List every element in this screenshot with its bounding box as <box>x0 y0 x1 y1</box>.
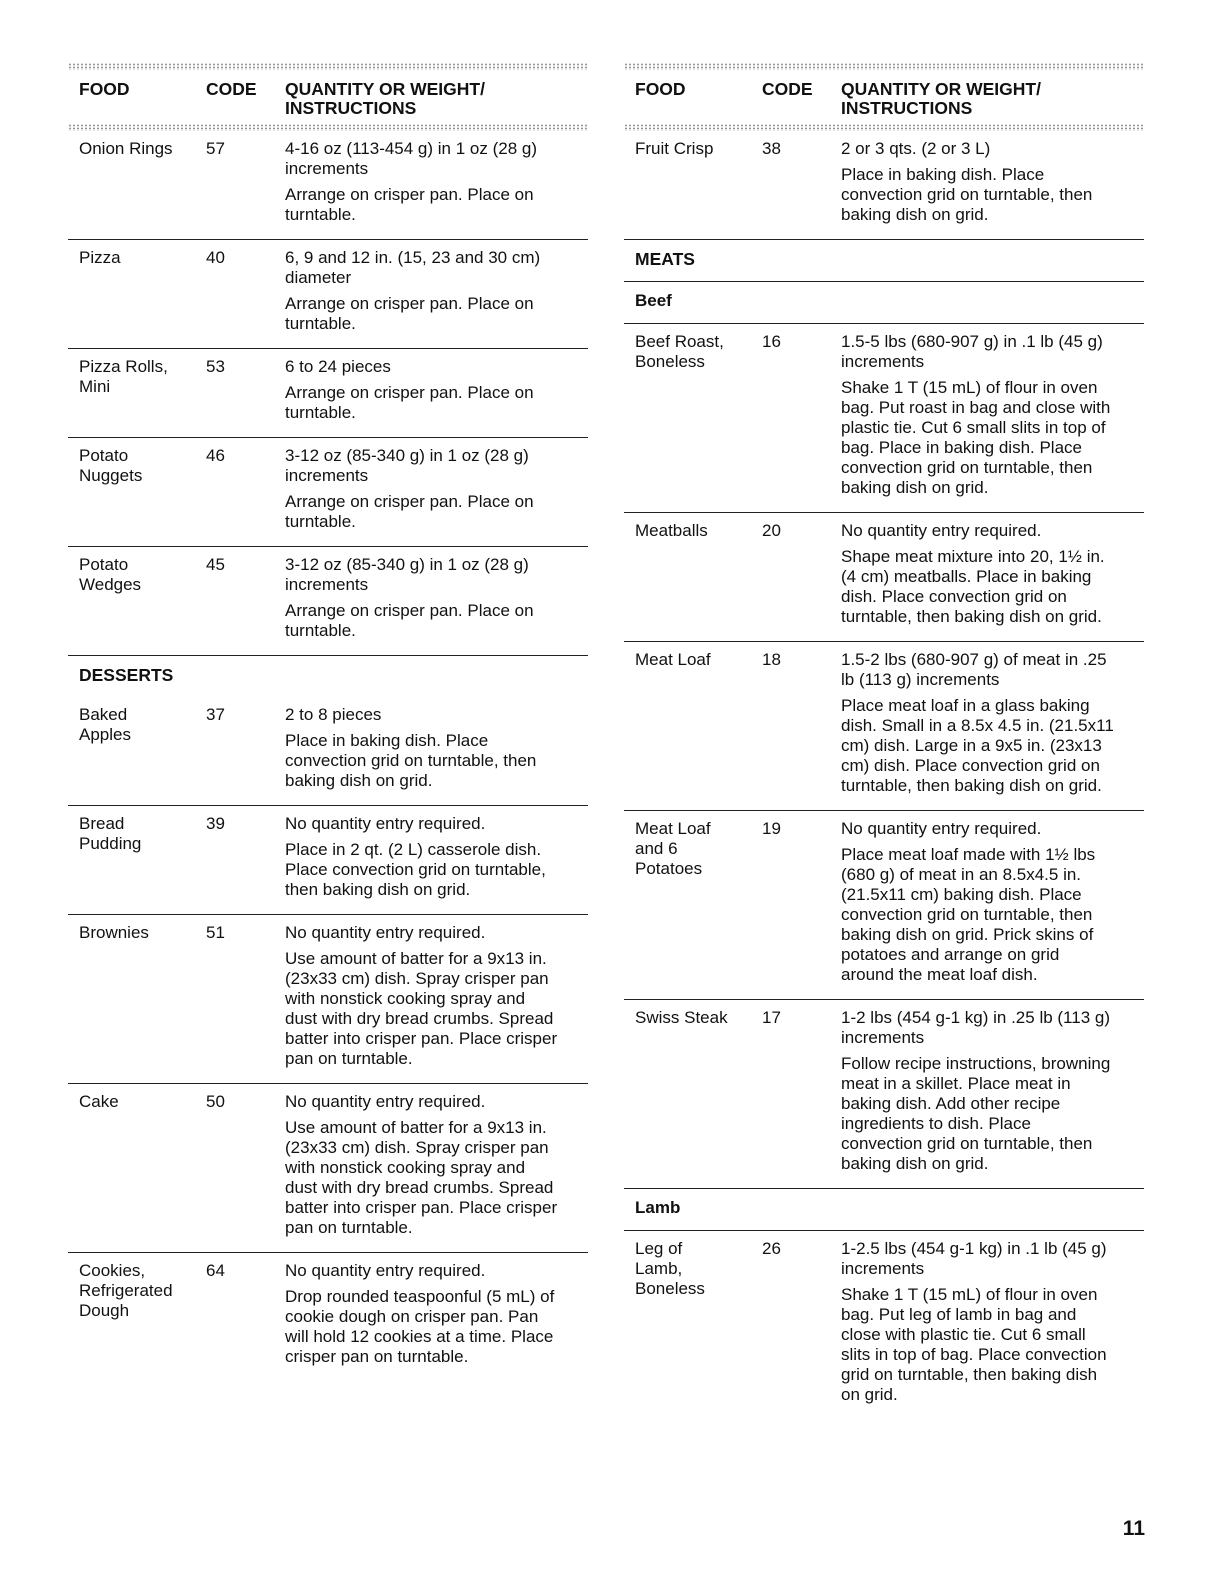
quantity-text: 3-12 oz (85-340 g) in 1 oz (28 g) increments <box>285 446 529 485</box>
food-name: Onion Rings <box>79 139 173 158</box>
subsection-heading-beef: Beef <box>624 281 1144 323</box>
quantity-text: No quantity entry required. <box>841 521 1042 540</box>
instructions-text: Drop rounded teaspoonful (5 mL) of cookie dough on crisper pan. Pan will hold 12 cookies at a time. Place crisper pan on turntable. <box>285 1287 555 1366</box>
food-name: Potato Wedges <box>79 555 142 594</box>
section-heading-meats: MEATS <box>624 239 1144 281</box>
food-name: Leg of Lamb, Boneless <box>635 1239 705 1298</box>
food-name: Meat Loaf and 6 Potatoes <box>635 819 711 878</box>
food-code: 37 <box>206 705 225 724</box>
page-number: 11 <box>1122 1517 1145 1540</box>
food-code: 20 <box>762 521 781 540</box>
table-row <box>624 512 1144 641</box>
food-name: Meat Loaf <box>635 650 711 669</box>
food-code: 40 <box>206 248 225 267</box>
food-code: 53 <box>206 357 225 376</box>
food-code: 46 <box>206 446 225 465</box>
beef-rows <box>624 323 1144 1188</box>
header-bottom-rule <box>68 124 588 131</box>
food-code: 16 <box>762 332 781 351</box>
subsection-heading-lamb: Lamb <box>624 1188 1144 1230</box>
food-code: 17 <box>762 1008 781 1027</box>
quantity-text: No quantity entry required. <box>285 923 486 942</box>
quantity-text: 1-2 lbs (454 g-1 kg) in .25 lb (113 g) increments <box>841 1008 1110 1047</box>
quantity-text: 1.5-2 lbs (680-907 g) of meat in .25 lb (113 g) increments <box>841 650 1107 689</box>
food-code: 26 <box>762 1239 781 1258</box>
table-row <box>68 1252 588 1381</box>
quantity-text: No quantity entry required. <box>285 814 486 833</box>
header-quantity: QUANTITY OR WEIGHT/ INSTRUCTIONS <box>285 79 485 118</box>
fruit-crisp-rows <box>624 131 1144 239</box>
header-bottom-rule <box>624 124 1144 131</box>
instructions-text: Use amount of batter for a 9x13 in. (23x33 cm) dish. Spray crisper pan with nonstick cooking spray and dust with dry bread crumbs. Spread batter into crisper pan. Place crisper pan on turntable. <box>285 1118 558 1237</box>
instructions-text: Arrange on crisper pan. Place on turntable. <box>285 185 534 224</box>
food-code: 57 <box>206 139 225 158</box>
table-row <box>624 131 1144 239</box>
instructions-text: Place meat loaf in a glass baking dish. Small in a 8.5x 4.5 in. (21.5x11 cm) dish. Large in a 9x5 in. (23x13 cm) dish. Place convection grid on turntable, then baking dish on grid. <box>841 696 1114 795</box>
quantity-text: No quantity entry required. <box>285 1261 486 1280</box>
food-name: Potato Nuggets <box>79 446 143 485</box>
lamb-rows <box>624 1230 1144 1419</box>
food-code: 39 <box>206 814 225 833</box>
header-top-rule <box>68 63 588 70</box>
table-row <box>624 1230 1144 1419</box>
instructions-text: Follow recipe instructions, browning meat in a skillet. Place meat in baking dish. Add other recipe ingredients to dish. Place convection grid on turntable, then baking dish on grid. <box>841 1054 1111 1173</box>
section-heading-desserts: DESSERTS <box>68 655 588 697</box>
food-code: 19 <box>762 819 781 838</box>
food-code: 45 <box>206 555 225 574</box>
header-code: CODE <box>206 79 257 99</box>
table-row <box>624 999 1144 1188</box>
instructions-text: Place in baking dish. Place convection grid on turntable, then baking dish on grid. <box>841 165 1093 224</box>
food-name: Pizza <box>79 248 121 267</box>
quantity-text: 6 to 24 pieces <box>285 357 391 376</box>
food-name: Baked Apples <box>79 705 131 744</box>
instructions-text: Shape meat mixture into 20, 1½ in. (4 cm) meatballs. Place in baking dish. Place convection grid on turntable, then baking dish on grid. <box>841 547 1105 626</box>
quantity-text: 1-2.5 lbs (454 g-1 kg) in .1 lb (45 g) increments <box>841 1239 1107 1278</box>
left-column <box>68 63 588 1381</box>
table-row <box>68 697 588 805</box>
header-food: FOOD <box>79 79 130 99</box>
table-row <box>68 805 588 914</box>
table-row <box>624 323 1144 512</box>
quantity-text: No quantity entry required. <box>841 819 1042 838</box>
table-header <box>68 70 588 124</box>
instructions-text: Use amount of batter for a 9x13 in. (23x33 cm) dish. Spray crisper pan with nonstick cooking spray and dust with dry bread crumbs. Spread batter into crisper pan. Place crisper pan on turntable. <box>285 949 558 1068</box>
instructions-text: Place in baking dish. Place convection grid on turntable, then baking dish on grid. <box>285 731 537 790</box>
table-row <box>68 131 588 239</box>
food-name: Beef Roast, Boneless <box>635 332 724 371</box>
food-code: 38 <box>762 139 781 158</box>
dessert-rows <box>68 697 588 1381</box>
food-name: Cookies, Refrigerated Dough <box>79 1261 173 1320</box>
table-row <box>68 914 588 1083</box>
quantity-text: 2 or 3 qts. (2 or 3 L) <box>841 139 991 158</box>
header-top-rule <box>624 63 1144 70</box>
table-header <box>624 70 1144 124</box>
instructions-text: Place in 2 qt. (2 L) casserole dish. Place convection grid on turntable, then baking dish on grid. <box>285 840 546 899</box>
table-row <box>68 546 588 655</box>
header-quantity: QUANTITY OR WEIGHT/ INSTRUCTIONS <box>841 79 1041 118</box>
food-name: Meatballs <box>635 521 708 540</box>
food-code: 50 <box>206 1092 225 1111</box>
food-name: Pizza Rolls, Mini <box>79 357 168 396</box>
food-name: Fruit Crisp <box>635 139 714 158</box>
instructions-text: Shake 1 T (15 mL) of flour in oven bag. Put leg of lamb in bag and close with plastic tie. Cut 6 small slits in top of bag. Place convection grid on turntable, then baking dish on grid. <box>841 1285 1107 1404</box>
snack-rows <box>68 131 588 655</box>
quantity-text: No quantity entry required. <box>285 1092 486 1111</box>
table-row <box>68 437 588 546</box>
table-row <box>68 1083 588 1252</box>
quantity-text: 2 to 8 pieces <box>285 705 382 724</box>
header-code: CODE <box>762 79 813 99</box>
instructions-text: Arrange on crisper pan. Place on turntable. <box>285 492 534 531</box>
table-row <box>68 239 588 348</box>
food-name: Brownies <box>79 923 149 942</box>
instructions-text: Arrange on crisper pan. Place on turntable. <box>285 601 534 640</box>
food-name: Bread Pudding <box>79 814 142 853</box>
quantity-text: 1.5-5 lbs (680-907 g) in .1 lb (45 g) increments <box>841 332 1103 371</box>
food-name: Cake <box>79 1092 119 1111</box>
quantity-text: 4-16 oz (113-454 g) in 1 oz (28 g) increments <box>285 139 537 178</box>
table-row <box>624 641 1144 810</box>
instructions-text: Arrange on crisper pan. Place on turntable. <box>285 294 534 333</box>
instructions-text: Shake 1 T (15 mL) of flour in oven bag. Put roast in bag and close with plastic tie. Cut 6 small slits in top of bag. Place in baking dish. Place convection grid on turntable, then baking dish on grid. <box>841 378 1111 497</box>
table-row <box>68 348 588 437</box>
food-name: Swiss Steak <box>635 1008 728 1027</box>
header-food: FOOD <box>635 79 686 99</box>
food-code: 51 <box>206 923 225 942</box>
instructions-text: Arrange on crisper pan. Place on turntable. <box>285 383 534 422</box>
quantity-text: 6, 9 and 12 in. (15, 23 and 30 cm) diameter <box>285 248 541 287</box>
table-row <box>624 810 1144 999</box>
food-code: 18 <box>762 650 781 669</box>
food-code: 64 <box>206 1261 225 1280</box>
right-column <box>624 63 1144 1419</box>
quantity-text: 3-12 oz (85-340 g) in 1 oz (28 g) increments <box>285 555 529 594</box>
instructions-text: Place meat loaf made with 1½ lbs (680 g) of meat in an 8.5x4.5 in. (21.5x11 cm) baking dish. Place convection grid on turntable, then baking dish on grid. Prick skins of potatoes and arrange on grid around the meat loaf dish. <box>841 845 1096 984</box>
